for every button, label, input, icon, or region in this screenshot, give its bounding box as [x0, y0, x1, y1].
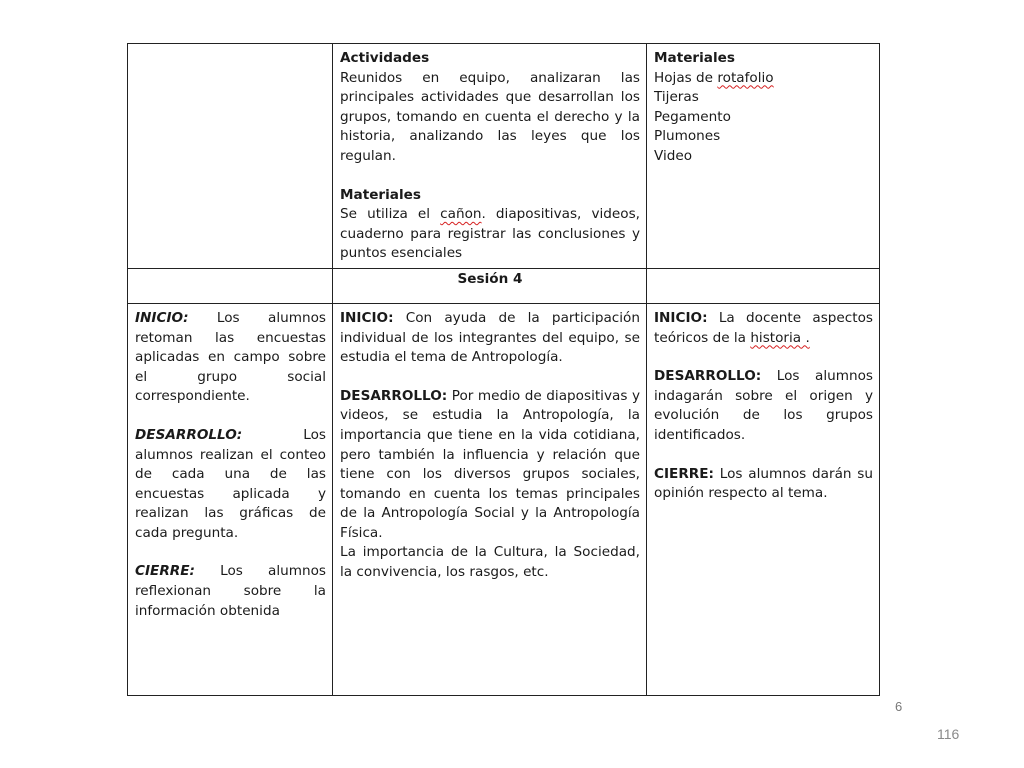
actividades-text: Reunidos en equipo, analizaran las principales actividades que desarrollan los grupos, tomando en cuenta el derecho y la historia, analizando las leyes que los regulan.	[340, 69, 640, 164]
desarrollo-block: DESARROLLO: Los alumnos indagarán sobre el origen y evolución de los grupos identificados.	[654, 368, 873, 443]
inicio-block: INICIO: La docente aspectos teóricos de la historia .	[654, 309, 873, 346]
actividades-heading: Actividades	[340, 50, 430, 66]
materiales-item: Pegamento	[654, 108, 731, 125]
cell-materiales-list	[647, 44, 880, 269]
table-row	[128, 268, 880, 303]
cell-empty	[128, 268, 333, 303]
spellcheck-word: rotafolio	[717, 69, 774, 86]
materiales-heading: Materiales	[340, 186, 421, 203]
spellcheck-word: historia .	[750, 329, 810, 346]
materiales-text: Se utiliza el cañon. diapositivas, videos, cuaderno para registrar las conclusiones y puntos esenciales	[340, 206, 640, 262]
table-row	[128, 303, 880, 695]
cierre-block: CIERRE: Los alumnos reflexionan sobre la información obtenida	[135, 563, 326, 619]
materiales-item: Hojas de rotafolio	[654, 69, 774, 86]
cell-docente	[647, 303, 880, 695]
inicio-block: INICIO: Los alumnos retoman las encuestas aplicadas en campo sobre el grupo social correspondiente.	[135, 309, 326, 405]
materiales-item: Video	[654, 147, 693, 164]
cell-alumnos	[128, 303, 333, 695]
document-page-number: 6	[895, 699, 903, 714]
table-row	[128, 44, 880, 269]
materiales-list-heading: Materiales	[654, 50, 735, 66]
materiales-item: Plumones	[654, 128, 721, 145]
cierre-block: CIERRE: Los alumnos darán su opinión respecto al tema.	[654, 465, 873, 502]
cell-equipo	[333, 303, 647, 695]
inicio-block: INICIO: Con ayuda de la participación individual de los integrantes del equipo, se estudia el tema de Antropología.	[340, 309, 640, 366]
cell-empty	[647, 268, 880, 303]
extra-block: La importancia de la Cultura, la Sociedad, la convivencia, los rasgos, etc.	[340, 544, 640, 581]
slide-number: 116	[937, 726, 960, 742]
materiales-item: Tijeras	[654, 89, 699, 106]
desarrollo-block: DESARROLLO: Por medio de diapositivas y videos, se estudia la Antropología, la importancia que tiene en la vida cotidiana, pero también la influencia y relación que tiene con los diversos grupos sociales, tomando en cuenta los temas principales de la Antropología Social y la Antropología Física.	[340, 387, 640, 541]
planning-table	[127, 43, 880, 696]
spellcheck-word: cañon	[440, 206, 482, 223]
desarrollo-block: DESARROLLO: Los alumnos realizan el conteo de cada una de las encuestas aplicada y realizan las gráficas de cada pregunta.	[135, 426, 326, 541]
session-header: Sesión 4	[333, 268, 647, 303]
cell-actividades	[333, 44, 647, 269]
cell-empty	[128, 44, 333, 269]
